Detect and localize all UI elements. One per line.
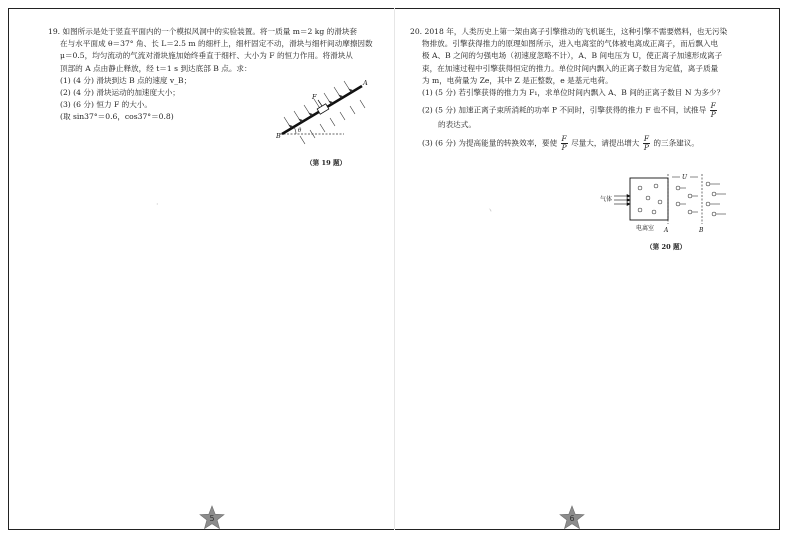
q20-sub-3-text-b: 尽量大，请提出增大 bbox=[571, 138, 640, 148]
right-page bbox=[410, 26, 735, 152]
figure-19-wind-tunnel bbox=[276, 80, 372, 152]
q20-line-4: 束，在加速过程中引擎获得恒定的推力。单位时间内飘入的正离子数目为定值，离子质量 bbox=[422, 63, 719, 73]
fig20-label-gas: 气体 bbox=[600, 196, 613, 203]
page-number-star-left bbox=[199, 505, 225, 531]
q20-line-2: 物排放。引擎获得推力的原理如图所示，进入电离室的气体被电离成正离子，而后飘入电 bbox=[422, 39, 719, 49]
frac-num: F bbox=[643, 134, 649, 144]
figure-20-caption: （第 20 题） bbox=[646, 243, 687, 251]
q20-line-1: 20. 2018 年，人类历史上第一架由离子引擎推动的飞机诞生，这种引擎不需要燃料，也无污染 bbox=[410, 27, 728, 36]
q20-sub-2-fraction bbox=[710, 102, 717, 119]
fig20-label-a: A bbox=[664, 227, 669, 234]
q20-sub-3-text-c: 的三条建议。 bbox=[653, 138, 699, 148]
fig20-label-chamber: 电离室 bbox=[636, 225, 655, 232]
q19-line-4: 顶部的 A 点由静止释放，经 t＝1 s 到达底部 B 点。求： bbox=[60, 63, 252, 73]
frac-den: P bbox=[561, 143, 567, 153]
q19-line-1: 19. 如图所示是处于竖直平面内的一个模拟风洞中的实验装置。将一质量 m＝2 kg 的滑块套 bbox=[48, 27, 358, 36]
page-number-right: 6 bbox=[569, 514, 575, 523]
frac-num: F bbox=[561, 134, 567, 144]
page-number-left: 5 bbox=[209, 514, 215, 523]
frac-num: F bbox=[710, 101, 716, 111]
scan-mark: · bbox=[156, 200, 159, 209]
q20-sub-1: (1) (5 分) 若引擎获得的推力为 F₁，求单位时间内飘入 A、B 间的正离子数目 N 为多少？ bbox=[422, 88, 725, 98]
q20-sub-3-fraction-a bbox=[561, 135, 568, 152]
fig19-label-b: B bbox=[276, 132, 281, 140]
q19-sub-3: (3) (6 分) 恒力 F 的大小。 bbox=[60, 100, 153, 110]
fig20-label-u: U bbox=[682, 174, 688, 181]
fig19-label-a: A bbox=[363, 80, 368, 87]
q19-sub-4: (取 sin37°＝0.6，cos37°＝0.8) bbox=[60, 112, 174, 122]
q19-line-2: 在与水平面成 θ＝37° 角、长 L＝2.5 m 的细杆上，细杆固定不动，滑块与细杆间动摩擦因数 bbox=[60, 39, 373, 49]
frac-den: P bbox=[643, 143, 649, 153]
q20-line-5: 为 m，电荷量为 Ze，其中 Z 是正整数，e 是基元电荷。 bbox=[422, 75, 613, 85]
q19-sub-1: (1) (4 分) 滑块到达 B 点的速度 v_B； bbox=[60, 75, 192, 85]
fig19-label-theta: θ bbox=[298, 128, 302, 134]
fig20-label-b: B bbox=[699, 227, 704, 234]
q20-sub-2-text: (2) (5 分) 加速正离子束所消耗的功率 P 不同时，引擎获得的推力 F 也不同，试推导 bbox=[422, 105, 707, 115]
fig19-label-f: F bbox=[312, 93, 317, 101]
q20-sub-2-tail: 的表达式。 bbox=[438, 120, 476, 130]
q20-sub-3-text-a: (3) (6 分) 为提高能量的转换效率，要使 bbox=[422, 138, 558, 148]
q19-line-3: μ＝0.5，均匀流动的气流对滑块施加始终垂直于细杆、大小为 F 的恒力作用。将滑块从 bbox=[60, 51, 353, 61]
q19-sub-2: (2) (4 分) 滑块运动的加速度大小； bbox=[60, 88, 180, 98]
scan-mark: ヽ bbox=[486, 206, 494, 215]
page-fold bbox=[394, 8, 395, 530]
q20-sub-2 bbox=[410, 102, 735, 119]
q20-sub-3-fraction-b bbox=[643, 135, 650, 152]
figure-19-caption: （第 19 题） bbox=[306, 159, 347, 167]
frac-den: P bbox=[710, 110, 716, 120]
page-number-star-right bbox=[559, 505, 585, 531]
figure-20-ion-engine bbox=[600, 172, 735, 240]
q20-sub-3 bbox=[410, 135, 735, 152]
q20-line-3: 极 A、B 之间的匀强电场（初速度忽略不计），A、B 间电压为 U，使正离子加速形成离子 bbox=[422, 51, 723, 61]
